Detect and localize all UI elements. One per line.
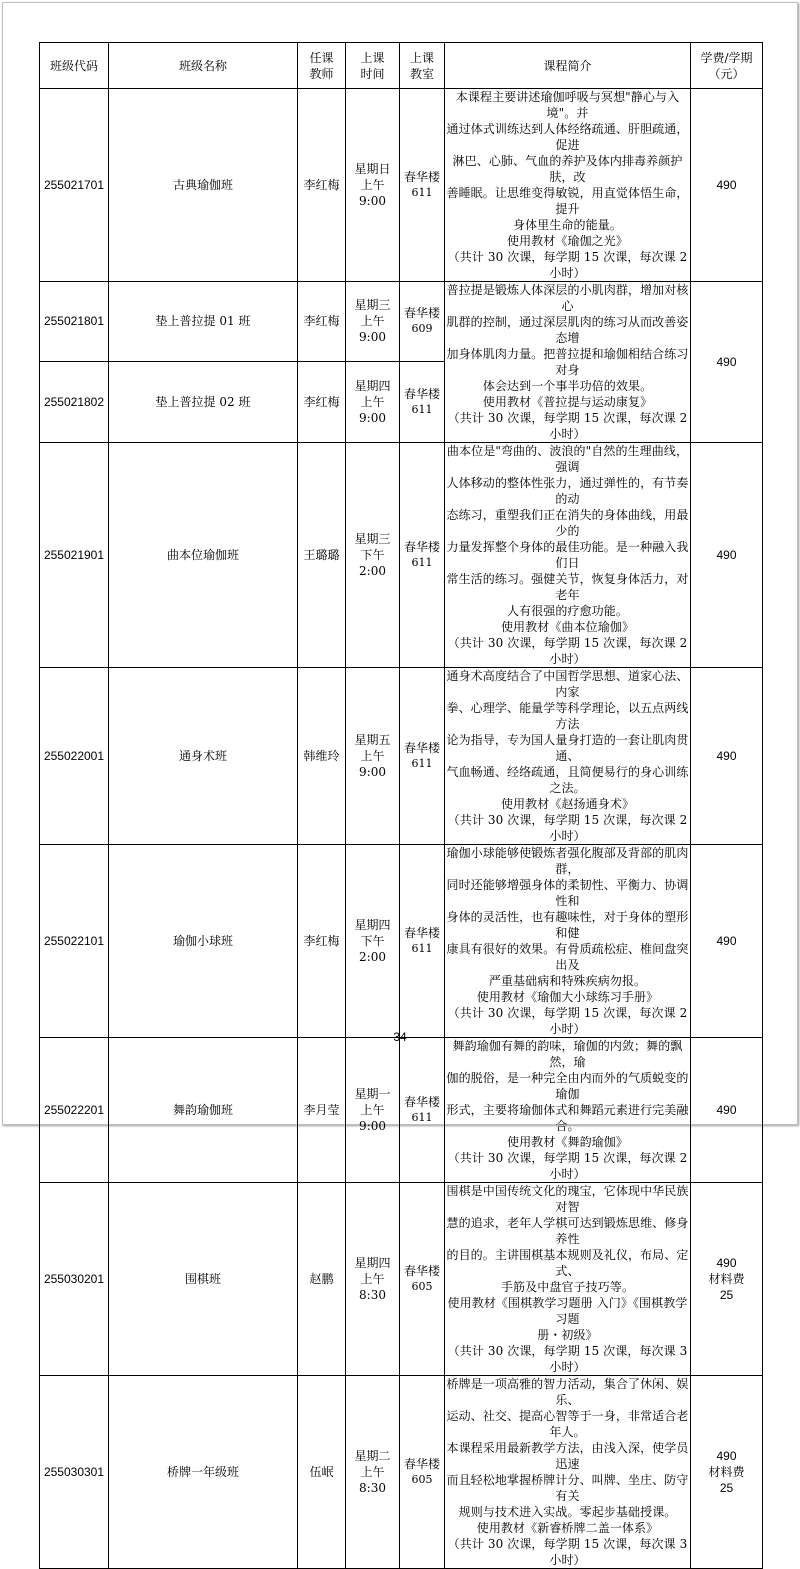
class-time: 星期四 上午 9:00	[346, 361, 400, 442]
header-teacher: 任课 教师	[298, 43, 346, 89]
classroom: 春华楼 611	[400, 1038, 445, 1183]
class-code: 255030301	[40, 1376, 109, 1569]
class-name: 瑜伽小球班	[109, 845, 298, 1038]
class-code: 255030201	[40, 1183, 109, 1376]
class-name: 舞韵瑜伽班	[109, 1038, 298, 1183]
classroom: 春华楼 611	[400, 361, 445, 442]
classroom: 春华楼 611	[400, 668, 445, 845]
header-room: 上课 教室	[400, 43, 445, 89]
class-name: 垫上普拉提 02 班	[109, 361, 298, 442]
fee: 490	[691, 89, 763, 282]
course-description: 围棋是中国传统文化的瑰宝，它体现中华民族对智 慧的追求，老年人学棋可达到锻炼思维、修身养性 的目的。主讲围棋基本规则及礼仪，布局、定式、 手筋及中盘官子技巧等。 使用教材《围棋教学习题册 入门》《围棋教学习题 册・初级》 （共计 30 次课，每学期 15 次课，每次课 3 小时）	[446, 1184, 689, 1374]
class-code: 255021801	[40, 282, 109, 362]
course-description: 桥牌是一项高雅的智力活动，集合了休闲、娱乐、 运动、社交、提高心智等于一身，非常适合老年人。 本课程采用最新教学方法，由浅入深，使学员迅速 而且轻松地掌握桥牌计分、叫牌、坐庄、防守有关 规则与技术进入实战。零起步基础授课。 使用教材《新睿桥牌二盖一体系》 （共计 30 次课，每学期 15 次课，每次课 3 小时）	[446, 1377, 689, 1567]
classroom: 春华楼 605	[400, 1376, 445, 1569]
table-row	[40, 1183, 763, 1376]
class-code: 255021802	[40, 361, 109, 442]
table-row	[40, 89, 763, 282]
class-code: 255022101	[40, 845, 109, 1038]
class-time: 星期日 上午 9:00	[346, 89, 400, 282]
table-row	[40, 282, 763, 362]
class-time: 星期二 上午 8:30	[346, 1376, 400, 1569]
class-time: 星期一 上午 9:00	[346, 1038, 400, 1183]
header-desc: 课程简介	[445, 43, 691, 89]
classroom: 春华楼 609	[400, 282, 445, 362]
class-time: 星期三 下午 2:00	[346, 443, 400, 668]
fee: 490 材料费 25	[691, 1183, 763, 1376]
teacher: 李月莹	[298, 1038, 346, 1183]
table-row	[40, 845, 763, 1038]
class-name: 古典瑜伽班	[109, 89, 298, 282]
classroom: 春华楼 605	[400, 1183, 445, 1376]
course-table	[39, 42, 763, 1569]
class-code: 255022201	[40, 1038, 109, 1183]
class-code: 255022001	[40, 668, 109, 845]
classroom: 春华楼 611	[400, 89, 445, 282]
header-name: 班级名称	[109, 43, 298, 89]
class-code: 255021701	[40, 89, 109, 282]
course-description: 瑜伽小球能够使锻炼者强化腹部及背部的肌肉群， 同时还能够增强身体的柔韧性、平衡力、协调性和 身体的灵活性，也有趣味性，对于身体的塑形和健 康具有很好的效果。有骨质疏松症、椎间盘突出及 严重基础病和特殊疾病勿报。 使用教材《瑜伽大小球练习手册》 （共计 30 次课，每学期 15 次课，每次课 2 小时）	[446, 846, 689, 1036]
class-time: 星期三 上午 9:00	[346, 282, 400, 362]
course-description: 舞韵瑜伽有舞的韵味，瑜伽的内敛；舞的飘然，瑜 伽的脱俗，是一种完全由内而外的气质蜕变的瑜伽 形式，主要将瑜伽体式和舞蹈元素进行完美融合。 使用教材《舞韵瑜伽》 （共计 30 次课，每学期 15 次课，每次课 2 小时）	[446, 1039, 689, 1181]
teacher: 王璐璐	[298, 443, 346, 668]
class-name: 通身术班	[109, 668, 298, 845]
fee: 490	[691, 282, 763, 443]
teacher: 李红梅	[298, 89, 346, 282]
class-name: 围棋班	[109, 1183, 298, 1376]
course-description: 通身术高度结合了中国哲学思想、道家心法、内家 拳、心理学、能量学等科学理论，以五点两线方法 论为指导，专为国人量身打造的一套让肌肉贯通、 气血畅通、经络疏通，且简便易行的身心训练之法。 使用教材《赵扬通身术》 （共计 30 次课，每学期 15 次课，每次课 2 小时）	[446, 669, 689, 843]
fee: 490	[691, 845, 763, 1038]
teacher: 李红梅	[298, 282, 346, 362]
header-code: 班级代码	[40, 43, 109, 89]
header-fee: 学费/学期 （元）	[691, 43, 763, 89]
course-description: 普拉提是锻炼人体深层的小肌肉群，增加对核心 肌群的控制，通过深层肌肉的练习从而改善姿态增 加身体肌肉力量。把普拉提和瑜伽相结合练习对身 体会达到一个事半功倍的效果。 使用教材《普拉提与运动康复》 （共计 30 次课，每学期 15 次课，每次课 2 小时）	[446, 283, 689, 441]
course-description: 本课程主要讲述瑜伽呼吸与冥想"静心与入境"。并 通过体式训练达到人体经络疏通、肝胆疏通，促进 淋巴、心肺、气血的养护及体内排毒养颜护肤，改 善睡眠。让思维变得敏锐，用直觉体悟生命，提升 身体里生命的能量。 使用教材《瑜伽之光》 （共计 30 次课，每学期 15 次课，每次课 2 小时）	[446, 90, 689, 280]
table-row	[40, 1376, 763, 1569]
table-row	[40, 668, 763, 845]
fee: 490 材料费 25	[691, 1376, 763, 1569]
classroom: 春华楼 611	[400, 443, 445, 668]
class-name: 曲本位瑜伽班	[109, 443, 298, 668]
fee: 490	[691, 1038, 763, 1183]
class-name: 桥牌一年级班	[109, 1376, 298, 1569]
table-row	[40, 1038, 763, 1183]
course-description: 曲本位是"弯曲的、波浪的"自然的生理曲线，强调 人体移动的整体性张力，通过弹性的，有节奏的动 态练习，重塑我们正在消失的身体曲线，用最少的 力量发挥整个身体的最佳功能。是一种融入我们日 常生活的练习。强健关节，恢复身体活力，对老年 人有很强的疗愈功能。 使用教材《曲本位瑜伽》 （共计 30 次课，每学期 15 次课，每次课 2 小时）	[446, 444, 689, 666]
table-row	[40, 443, 763, 668]
class-time: 星期四 下午 2:00	[346, 845, 400, 1038]
teacher: 伍岷	[298, 1376, 346, 1569]
teacher: 赵鹏	[298, 1183, 346, 1376]
class-time: 星期五 上午 9:00	[346, 668, 400, 845]
fee: 490	[691, 443, 763, 668]
teacher: 韩维玲	[298, 668, 346, 845]
teacher: 李红梅	[298, 361, 346, 442]
fee: 490	[691, 668, 763, 845]
teacher: 李红梅	[298, 845, 346, 1038]
page-number: 34	[393, 1030, 407, 1044]
header-time: 上课 时间	[346, 43, 400, 89]
class-time: 星期四 上午 8:30	[346, 1183, 400, 1376]
class-name: 垫上普拉提 01 班	[109, 282, 298, 362]
classroom: 春华楼 611	[400, 845, 445, 1038]
header-row	[40, 43, 763, 89]
class-code: 255021901	[40, 443, 109, 668]
